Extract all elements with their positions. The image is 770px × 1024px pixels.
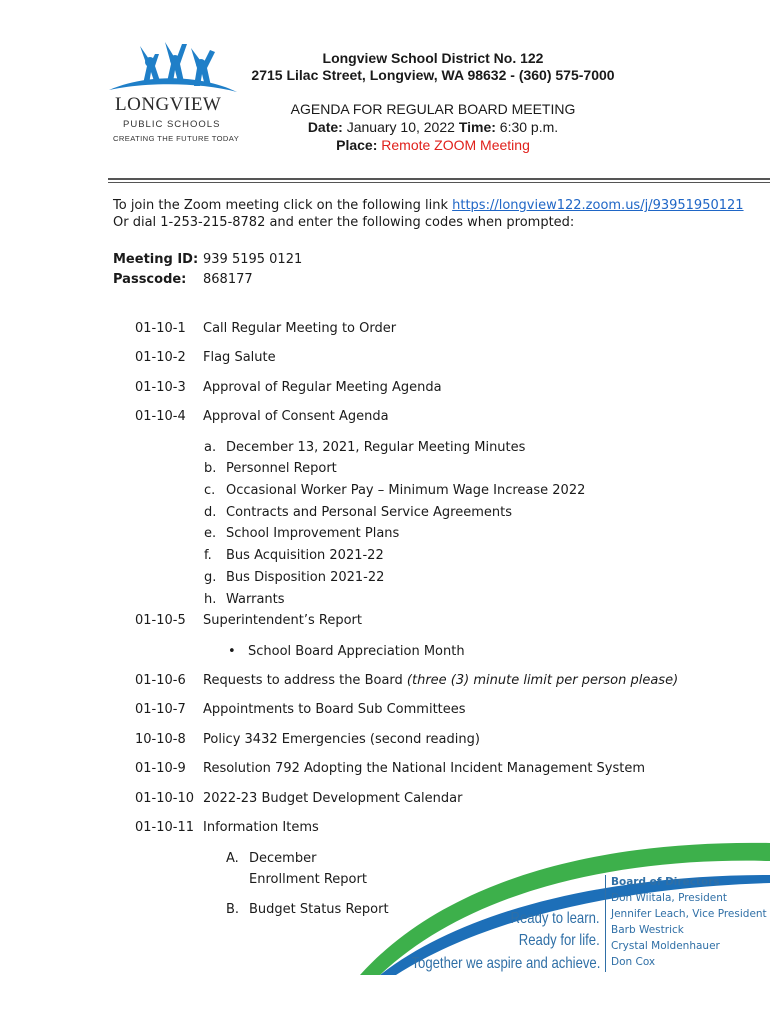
agenda-item-number: 01-10-2 bbox=[135, 350, 186, 365]
board-member: Barb Westrick bbox=[611, 924, 684, 936]
board-member: Don Wiitala, President bbox=[611, 892, 728, 904]
consent-item-label: c. bbox=[204, 483, 216, 498]
bullet-icon: • bbox=[228, 644, 236, 659]
agenda-item-text: 2022-23 Budget Development Calendar bbox=[203, 791, 463, 806]
agenda-item-text: Information Items bbox=[203, 820, 319, 835]
meeting-id-label: Meeting ID: bbox=[113, 252, 199, 267]
agenda-item-text: Call Regular Meeting to Order bbox=[203, 321, 397, 336]
info-item-label: B. bbox=[226, 902, 240, 917]
agenda-item-number: 01-10-9 bbox=[135, 761, 186, 776]
consent-item-text: Bus Acquisition 2021-22 bbox=[226, 548, 384, 563]
superintendent-bullet-text: School Board Appreciation Month bbox=[248, 644, 465, 659]
agenda-item-main-text: Requests to address the Board bbox=[203, 673, 403, 688]
date-label: Date: bbox=[307, 119, 343, 135]
consent-item-text: Occasional Worker Pay – Minimum Wage Increase 2022 bbox=[226, 483, 586, 498]
consent-item-label: h. bbox=[204, 592, 217, 607]
consent-item-label: g. bbox=[204, 570, 217, 585]
agenda-item-text: Policy 3432 Emergencies (second reading) bbox=[203, 732, 480, 747]
info-item-text-line2: Enrollment Report bbox=[249, 872, 367, 887]
agenda-item-number: 01-10-5 bbox=[135, 613, 186, 628]
header-divider-top bbox=[108, 178, 770, 180]
logo-subtitle: PUBLIC SCHOOLS bbox=[123, 119, 221, 130]
consent-item-label: a. bbox=[204, 440, 217, 455]
consent-item-label: f. bbox=[204, 548, 212, 563]
footer-slogan-line3: Together we aspire and achieve. bbox=[411, 955, 600, 972]
agenda-item-number: 01-10-11 bbox=[135, 820, 195, 835]
zoom-instructions-line1 bbox=[113, 198, 744, 213]
place-value: Remote ZOOM Meeting bbox=[381, 137, 530, 153]
agenda-item-text bbox=[203, 673, 678, 688]
board-divider bbox=[605, 875, 606, 972]
time-label: Time: bbox=[458, 119, 496, 135]
agenda-item-text: Resolution 792 Adopting the National Incident Management System bbox=[203, 761, 646, 776]
consent-item-text: School Improvement Plans bbox=[226, 526, 400, 541]
passcode-value: 868177 bbox=[203, 272, 253, 287]
agenda-item-number: 01-10-7 bbox=[135, 702, 186, 717]
board-member: Crystal Moldenhauer bbox=[611, 940, 720, 952]
agenda-item-number: 10-10-8 bbox=[135, 732, 186, 747]
footer-slogan-line1: Ready to learn. bbox=[511, 910, 600, 927]
agenda-item-text: Approval of Regular Meeting Agenda bbox=[203, 380, 442, 395]
board-member: Don Cox bbox=[611, 956, 656, 968]
passcode-label: Passcode: bbox=[113, 272, 187, 287]
consent-item-text: Personnel Report bbox=[226, 461, 337, 476]
agenda-item-number: 01-10-3 bbox=[135, 380, 186, 395]
consent-item-text: Bus Disposition 2021-22 bbox=[226, 570, 385, 585]
date-value: January 10, 2022 bbox=[346, 119, 455, 135]
agenda-item-text: Appointments to Board Sub Committees bbox=[203, 702, 466, 717]
zoom-dial-instructions: Or dial 1-253-215-8782 and enter the following codes when prompted: bbox=[113, 215, 575, 230]
agenda-item-number: 01-10-10 bbox=[135, 791, 195, 806]
info-item-label: A. bbox=[226, 851, 239, 866]
board-member: Jennifer Leach, Vice President bbox=[611, 908, 767, 920]
info-item-text-line1: Budget Status Report bbox=[249, 902, 389, 917]
district-address: 2715 Lilac Street, Longview, WA 98632 - (360) 575-7000 bbox=[251, 67, 615, 83]
agenda-item-text: Flag Salute bbox=[203, 350, 276, 365]
meeting-place bbox=[200, 137, 666, 153]
logo-title: LONGVIEW bbox=[115, 94, 222, 115]
consent-item-text: Contracts and Personal Service Agreements bbox=[226, 505, 512, 520]
agenda-item-text: Superintendent’s Report bbox=[203, 613, 362, 628]
header-divider-bottom bbox=[108, 182, 770, 183]
meeting-id-value: 939 5195 0121 bbox=[203, 252, 303, 267]
agenda-item-number: 01-10-1 bbox=[135, 321, 186, 336]
consent-item-label: b. bbox=[204, 461, 217, 476]
zoom-meeting-link[interactable]: https://longview122.zoom.us/j/93951950121 bbox=[452, 198, 744, 213]
place-label: Place: bbox=[336, 137, 378, 153]
agenda-item-number: 01-10-6 bbox=[135, 673, 186, 688]
consent-item-text: December 13, 2021, Regular Meeting Minutes bbox=[226, 440, 526, 455]
board-title: Board of Directors bbox=[611, 876, 720, 888]
time-value: 6:30 p.m. bbox=[499, 119, 559, 135]
meeting-date-time bbox=[200, 119, 666, 135]
logo-tagline: CREATING THE FUTURE TODAY bbox=[113, 134, 240, 143]
consent-item-label: d. bbox=[204, 505, 217, 520]
district-name: Longview School District No. 122 bbox=[322, 50, 544, 66]
agenda-title: AGENDA FOR REGULAR BOARD MEETING bbox=[290, 101, 576, 117]
info-item-text-line1: December bbox=[249, 851, 317, 866]
footer-slogan-line2: Ready for life. bbox=[519, 932, 600, 949]
consent-item-label: e. bbox=[204, 526, 217, 541]
consent-item-text: Warrants bbox=[226, 592, 285, 607]
agenda-item-italic-note: (three (3) minute limit per person please) bbox=[406, 673, 679, 688]
agenda-item-number: 01-10-4 bbox=[135, 409, 186, 424]
agenda-item-text: Approval of Consent Agenda bbox=[203, 409, 389, 424]
zoom-instructions-text: To join the Zoom meeting click on the following link bbox=[113, 198, 448, 213]
